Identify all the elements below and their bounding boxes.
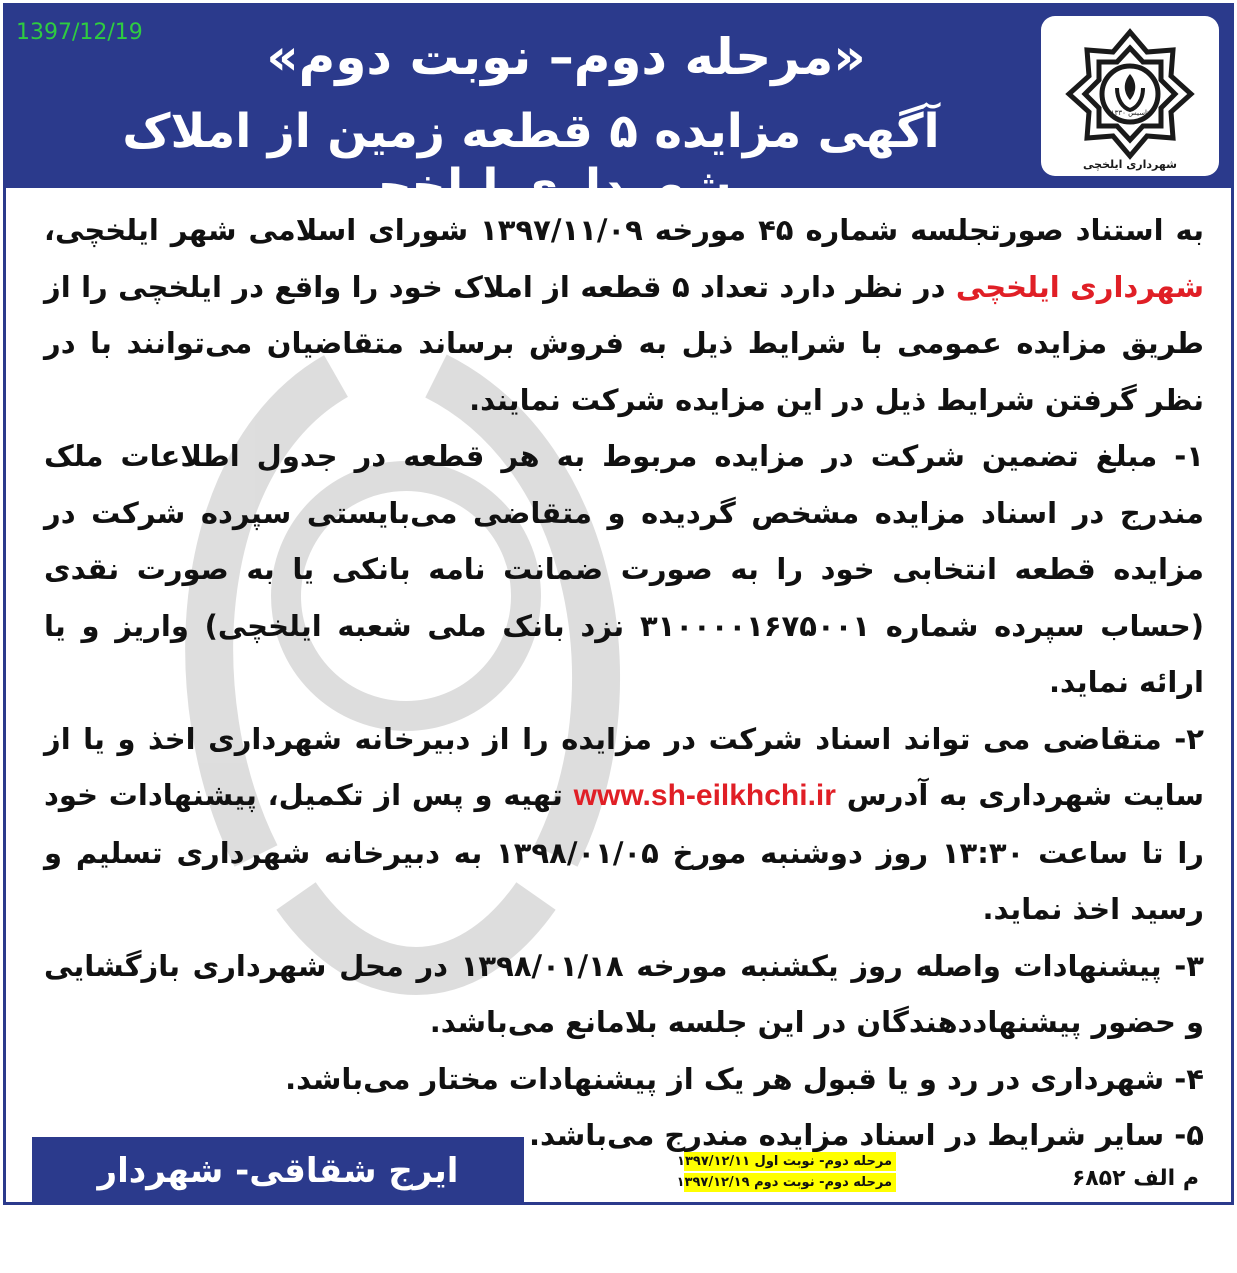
website-link[interactable]: www.sh-eilkhchi.ir xyxy=(573,779,836,812)
logo-emblem-icon xyxy=(1055,22,1205,172)
municipality-logo xyxy=(1041,16,1219,176)
condition-item-1: ۱- مبلغ تضمین شرکت در مزایده مربوط به هر قطعه در جدول اطلاعات ملک مندرج در اسناد مزایده مشخص گردیده و متقاضی می‌بایستی سپرده شرکت در مزایده قطعه انتخابی خود را به صورت ضمانت نامه بانکی یا به صورت نقدی (حساب سپرده شماره ۳۱۰۰۰۰۱۶۷۵۰۰۱ نزد بانک ملی شعبه ایلخچی) واریز و یا ارائه نماید. xyxy=(44,439,1204,699)
condition-item-4: ۴- شهرداری در رد و یا قبول هر یک از پیشنهادات مختار می‌باشد. xyxy=(285,1061,1204,1096)
notice-title-stage: «مرحله دوم– نوبت دوم» xyxy=(266,28,866,86)
reference-code: م الف ۶۸۵۲ xyxy=(1071,1166,1199,1191)
schedule-second-publication: مرحله دوم- نوبت دوم ۱۳۹۷/۱۲/۱۹ xyxy=(684,1173,896,1192)
schedule-first-publication: مرحله دوم- نوبت اول ۱۳۹۷/۱۲/۱۱ xyxy=(684,1152,896,1171)
notice-header xyxy=(6,6,1231,214)
municipality-name-highlight: شهرداری ایلخچی xyxy=(955,269,1204,304)
logo-founded-text: تاسیس ۱۳۳۰ xyxy=(1110,109,1150,117)
notice-body xyxy=(44,202,1204,1164)
notice-title: آگهی مزایده ۵ قطعه زمین از املاک شهرداری ایلخچی xyxy=(122,104,940,214)
condition-item-2: ۲- متقاضی می تواند اسناد شرکت در مزایده را از دبیرخانه شهرداری اخذ و یا از سایت شهرداری به آدرس www.sh-eilkhchi.ir تهیه و پس از تکمیل، پیشنهادات خود را تا ساعت ۱۳:۳۰ روز دوشنبه مورخ ۱۳۹۸/۰۱/۰۵ به دبیرخانه شهرداری تسلیم و رسید اخذ نماید. xyxy=(44,721,1204,926)
publication-schedule xyxy=(676,1152,896,1194)
intro-paragraph: به استناد صورتجلسه شماره ۴۵ مورخه ۱۳۹۷/۱۱/۰۹ شورای اسلامی شهر ایلخچی، شهرداری ایلخچی در نظر دارد تعداد ۵ قطعه از املاک خود را واقع در ایلخچی را از طریق مزایده عمومی با شرایط ذیل به فروش برساند متقاضیان می‌توانند با در نظر گرفتن شرایط ذیل در این مزایده شرکت نمایند. xyxy=(44,213,1204,417)
date-stamp: 1397/12/19 xyxy=(16,20,143,45)
condition-item-3: ۳- پیشنهادات واصله روز یکشنبه مورخه ۱۳۹۸/۰۱/۱۸ در محل شهرداری بازگشایی و حضور پیشنهاددهندگان در این جلسه بلامانع می‌باشد. xyxy=(44,948,1204,1039)
condition-item-5: ۵- سایر شرایط در اسناد مزایده مندرج می‌باشد. xyxy=(528,1118,1204,1152)
logo-caption: شهرداری ایلخچی xyxy=(1083,158,1177,171)
mayor-signature: ایرج شقاقی- شهردار ایلخچی xyxy=(32,1137,524,1205)
notice-frame xyxy=(3,3,1234,1259)
